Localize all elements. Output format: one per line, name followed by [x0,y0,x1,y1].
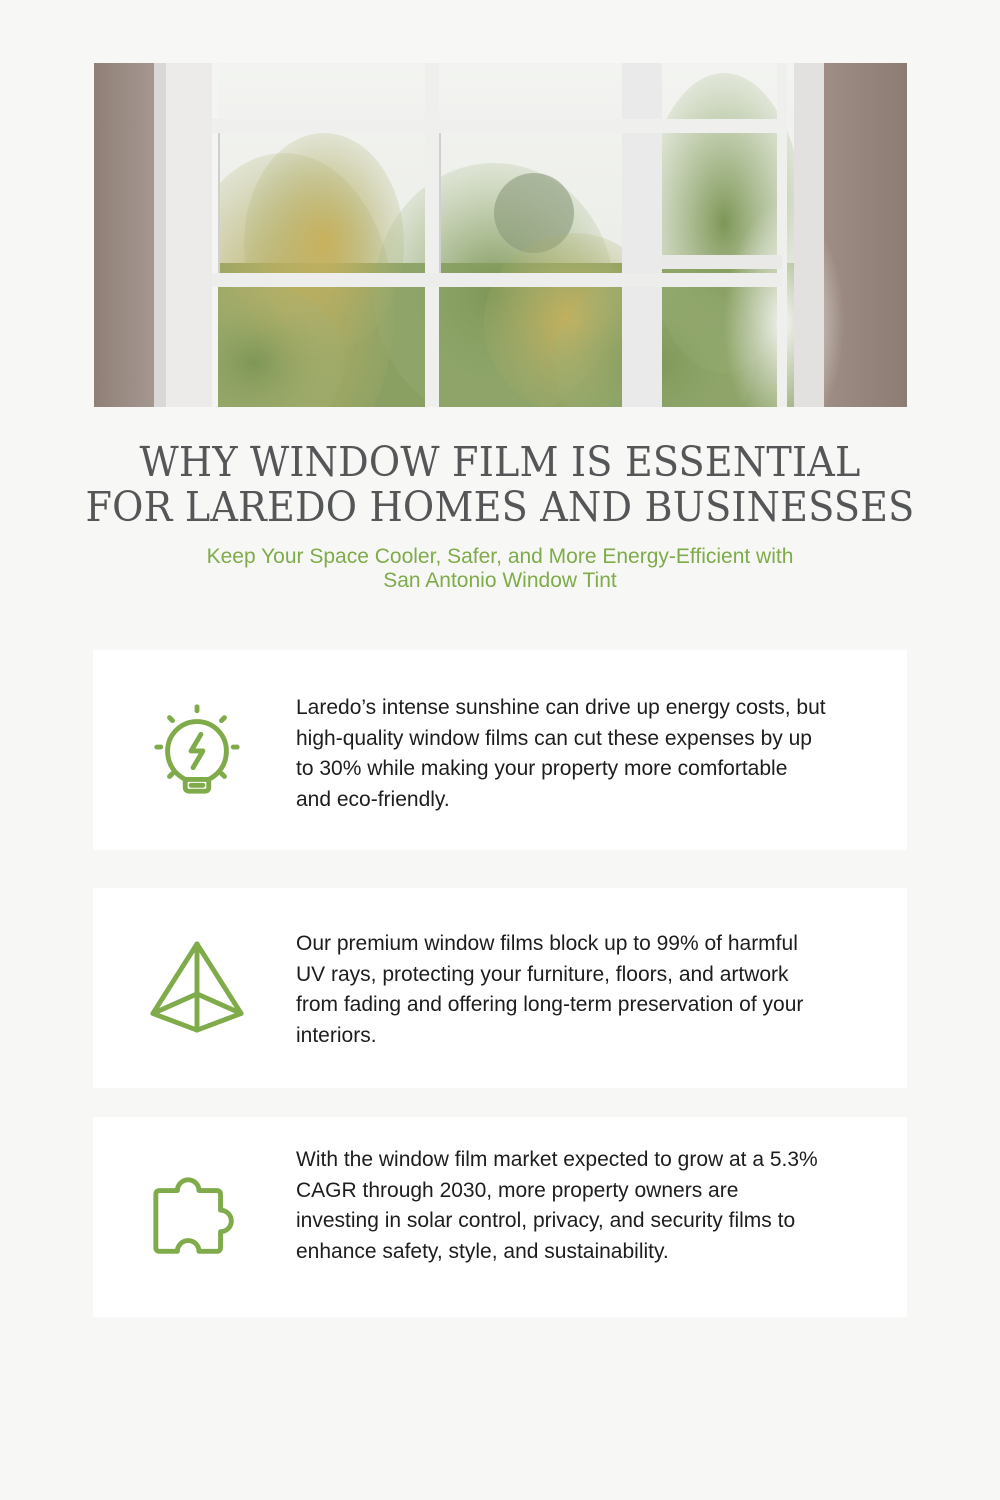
feature-card-energy [93,650,907,850]
pyramid-icon [148,939,246,1037]
subtitle-line-2: San Antonio Window Tint [383,569,617,592]
title-line-1: WHY WINDOW FILM IS ESSENTIAL [139,438,861,486]
feature-card-uv [93,888,907,1088]
lightbulb-bolt-icon [148,701,246,799]
title-line-2: FOR LAREDO HOMES AND BUSINESSES [85,483,915,531]
subtitle-line-1: Keep Your Space Cooler, Safer, and More Energy-Efficient with [206,545,794,568]
page-subtitle [0,545,1000,593]
card-text-energy: Laredo’s intense sunshine can drive up energy costs, but high-quality window films can cut these expenses by up to 30% while making your property more comfortable and eco-friendly. [296,696,826,811]
puzzle-piece-icon [148,1169,246,1267]
window-photo-icon [94,63,907,407]
feature-card-market [93,1117,907,1317]
card-text-market: With the window film market expected to grow at a 5.3% CAGR through 2030, more property owners are investing in solar control, privacy, and security films to enhance safety, style, and sustainability. [296,1148,818,1263]
card-text-uv: Our premium window films block up to 99% of harmful UV rays, protecting your furniture, floors, and artwork from fading and offering long-term preservation of your interiors. [296,932,804,1047]
page-title [35,440,965,530]
hero-image [94,63,907,407]
